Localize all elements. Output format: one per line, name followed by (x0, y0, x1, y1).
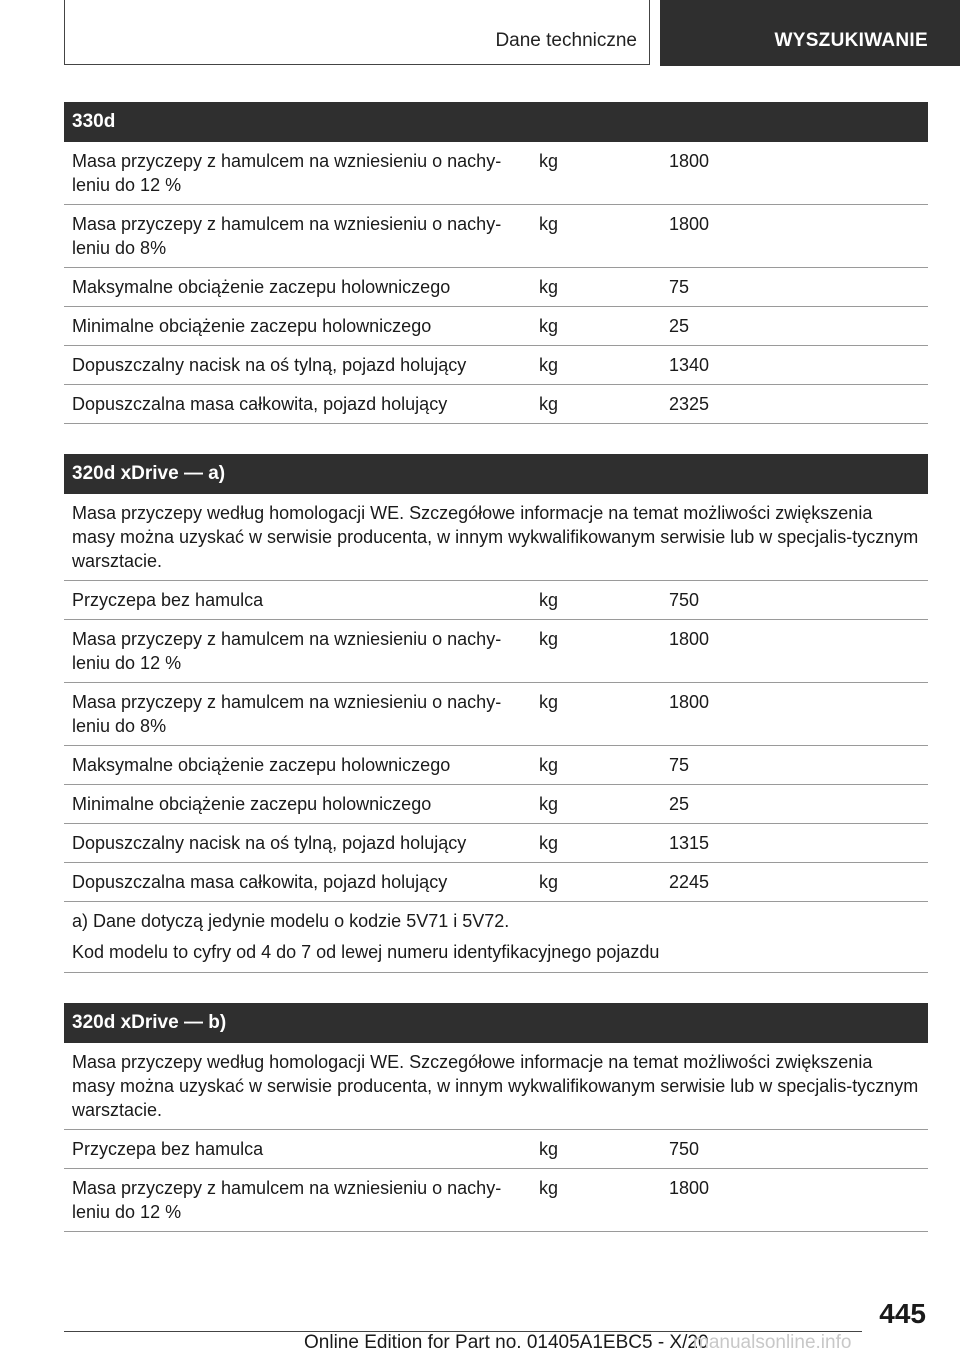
row-value: 1800 (669, 214, 710, 234)
row-value: 1340 (669, 355, 710, 375)
row-value: 75 (669, 277, 690, 297)
row-unit: kg (539, 277, 559, 297)
row-label: Dopuszczalny nacisk na oś tylną, pojazd holujący (72, 355, 467, 375)
row-unit: kg (539, 355, 559, 375)
row-unit: kg (539, 151, 559, 171)
row-value: 1800 (669, 1178, 710, 1198)
row-value: 1800 (669, 151, 710, 171)
spec-table-330d (64, 102, 928, 424)
edition-text: Online Edition for Part no. 01405A1EBC5 - X/20 (304, 1332, 709, 1353)
table-footnote: a) Dane dotyczą jedynie modelu o kodzie 5V71 i 5V72. (72, 911, 510, 931)
search-tab-label: WYSZUKIWANIE (774, 30, 928, 51)
row-unit: kg (539, 394, 559, 414)
table-row (64, 863, 928, 902)
table-row (64, 385, 928, 424)
row-label: Dopuszczalna masa całkowita, pojazd holujący (72, 394, 448, 414)
table-row (64, 307, 928, 346)
row-value: 750 (669, 590, 700, 610)
row-value: 1315 (669, 833, 710, 853)
table-row (64, 1169, 928, 1232)
row-unit: kg (539, 316, 559, 336)
table-row (64, 620, 928, 683)
row-unit: kg (539, 755, 559, 775)
row-value: 2325 (669, 394, 710, 414)
row-unit: kg (539, 214, 559, 234)
table-note: Masa przyczepy według homologacji WE. Szczegółowe informacje na temat możliwości zwiększenia masy można uzyskać w serwisie producenta, w innym wykwalifikowanym serwisie lub w specjalis-tycznym warsztacie. (64, 494, 928, 581)
table-title: 330d (64, 102, 928, 142)
row-value: 750 (669, 1139, 700, 1159)
table-row (64, 746, 928, 785)
row-label: Masa przyczepy z hamulcem na wzniesieniu o nachy- leniu do 8% (72, 214, 502, 258)
row-label: Przyczepa bez hamulca (72, 1139, 264, 1159)
row-value: 1800 (669, 692, 710, 712)
table-row (64, 346, 928, 385)
row-value: 25 (669, 316, 690, 336)
table-row (64, 683, 928, 746)
row-value: 75 (669, 755, 690, 775)
row-unit: kg (539, 872, 559, 892)
search-tab[interactable] (660, 0, 960, 66)
row-label: Masa przyczepy z hamulcem na wzniesieniu o nachy- leniu do 12 % (72, 1178, 502, 1222)
row-value: 2245 (669, 872, 710, 892)
row-label: Maksymalne obciążenie zaczepu holowniczego (72, 755, 451, 775)
row-label: Przyczepa bez hamulca (72, 590, 264, 610)
table-note: Masa przyczepy według homologacji WE. Szczegółowe informacje na temat możliwości zwiększenia masy można uzyskać w serwisie producenta, w innym wykwalifikowanym serwisie lub w specjalis-tycznym warsztacie. (64, 1043, 928, 1130)
section-tab[interactable] (64, 0, 650, 65)
row-label: Masa przyczepy z hamulcem na wzniesieniu o nachy- leniu do 12 % (72, 151, 502, 195)
table-row (64, 785, 928, 824)
row-unit: kg (539, 629, 559, 649)
row-value: 25 (669, 794, 690, 814)
table-row (64, 581, 928, 620)
spec-table-320d-xdrive-b (64, 1003, 928, 1232)
row-label: Dopuszczalny nacisk na oś tylną, pojazd holujący (72, 833, 467, 853)
table-row (64, 142, 928, 205)
row-label: Minimalne obciążenie zaczepu holowniczego (72, 794, 432, 814)
content (64, 102, 928, 1262)
row-unit: kg (539, 1139, 559, 1159)
page-number: 445 (879, 1298, 926, 1329)
table-title: 320d xDrive — a) (64, 454, 928, 494)
row-label: Masa przyczepy z hamulcem na wzniesieniu o nachy- leniu do 8% (72, 692, 502, 736)
spec-table-320d-xdrive-a (64, 454, 928, 973)
row-label: Masa przyczepy z hamulcem na wzniesieniu o nachy- leniu do 12 % (72, 629, 502, 673)
row-unit: kg (539, 590, 559, 610)
row-value: 1800 (669, 629, 710, 649)
table-row (64, 205, 928, 268)
section-tab-label: Dane techniczne (495, 30, 637, 51)
row-unit: kg (539, 794, 559, 814)
table-title: 320d xDrive — b) (64, 1003, 928, 1043)
row-unit: kg (539, 1178, 559, 1198)
table-row (64, 268, 928, 307)
watermark: manualsonline.info (693, 1332, 852, 1353)
row-label: Maksymalne obciążenie zaczepu holowniczego (72, 277, 451, 297)
row-unit: kg (539, 692, 559, 712)
row-label: Dopuszczalna masa całkowita, pojazd holujący (72, 872, 448, 892)
row-label: Minimalne obciążenie zaczepu holowniczego (72, 316, 432, 336)
table-row (64, 824, 928, 863)
table-row (64, 1130, 928, 1169)
page-header (0, 0, 960, 66)
row-unit: kg (539, 833, 559, 853)
table-footnote: Kod modelu to cyfry od 4 do 7 od lewej numeru identyfikacyjnego pojazdu (64, 933, 928, 973)
